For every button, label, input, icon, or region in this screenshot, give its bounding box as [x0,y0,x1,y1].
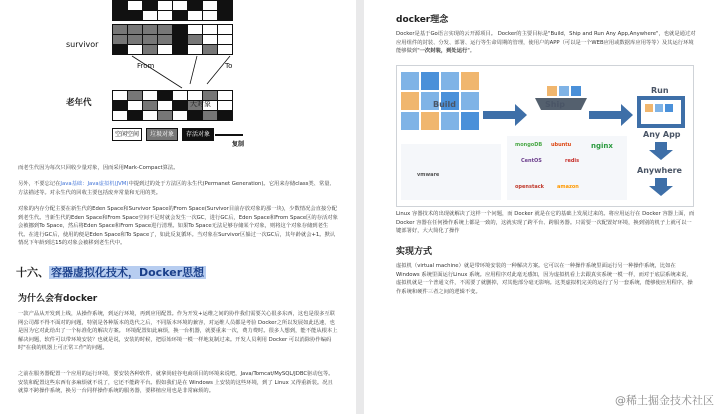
para-docker-intro: Docker是基于Go语言实现的云开源项目。 Docker的主要目标是"Build，Ship and Run Any App,Anywhere"，也就是通过对应用组件的封装、分发、部署、运行等生命周期的管理，使用户的APP（可以是一个WEB应用或数据库应用等等）及其运行环境能够做到"一次封装，到处运行"。 [396,31,696,55]
jvm-link[interactable]: Java基础：Java虚拟机(JVM) [60,181,129,187]
left-page [0,0,356,414]
big-object-label: 大对象 [190,100,211,108]
survivor-grid [112,24,233,55]
right-page [364,0,720,414]
redis-logo: redis [565,158,580,164]
watermark: @稀土掘金技术社区 [615,394,714,407]
to-label: To [225,62,233,70]
legend-garbage: 垃圾对象 [146,128,178,141]
survivor-label: survivor [66,40,99,49]
section-heading-16: 十六、 容器虚拟化技术，Docker思想 [16,266,205,279]
build-label: Build [433,100,457,109]
run-label: Run [651,86,669,95]
copy-arrow [215,134,243,136]
centos-logo: CentOS [521,158,542,164]
anywhere-label: Anywhere [637,166,682,175]
para-mark-compact: 而老生代因为每次只回收少量对象，因而采用Mark-Compact算法。 [18,165,179,171]
ubuntu-logo: ubuntu [551,142,572,148]
section-title-highlight: 容器虚拟化技术，Docker思想 [51,266,205,279]
old-gen-grid [112,90,233,121]
copy-arrows [112,54,252,94]
page-divider [356,0,364,414]
old-gen-label: 老年代 [66,98,92,108]
any-app-label: Any App [643,130,681,139]
vmware-logo: vmware [417,172,440,178]
implementation-heading: 实现方式 [396,247,433,257]
para-allocation: 对象的内存分配主要在新生代的Eden Space和Survivor Space的From Space(Survivor目前存放对象的那一块)，少数情况会直接分配到老生代。当新生代的Eden Space和From Space空间不足时就会发生一次GC，进行GC后，Eden Space和From Space区的存活对象会被挪到To Space，然后将Eden Space和From Space进行清理。如果To Space无法足够存储某个对象，则将这个对象存储到老生代。在进行GC后，使用的便是Eden Space和To Space了，如此反复循环。当对象在Survivor区躲过一次GC后，其年龄就会+1。默认情况下年龄到达15的对象会被移到老生代中。 [18,206,338,247]
legend-free: 空闲空间 [112,128,142,141]
docker-build-ship-run-image [396,65,694,207]
para-permgen: 另外，不要忘记在Java基础：Java虚拟机(JVM)中提到过的处于方法区的永生代(Permanet Generation)。它用来存储class类、常量、方法描述等。对永生代的回收主要包括废弃常量和无用的类。 [18,181,335,196]
mongodb-logo: mongoDB [515,142,543,148]
ship-label: Ship [545,100,565,109]
subsection-why-docker: 为什么会有docker [18,294,98,304]
docker-philosophy-heading: docker理念 [396,15,449,25]
legend-live: 存活对象 [182,128,214,141]
amazon-logo: amazon [557,184,579,190]
nginx-logo: nginx [591,142,613,150]
copy-label: 复制 [232,141,245,148]
para-linux-container: Linux 容器技术的出现就解决了这样一个问题，而 Docker 就是在它的基础上发展过来的。将应用运行在 Docker 容器上面，而 Docker 容器在任何操作系统上都是一致的，这就实现了跨平台、跨服务器。只需要一次配置好环境，换到别的机子上就可以一键部署好，大大简化了操作 [396,211,695,235]
para-environment: 之前在服务器配置一个应用的运行环境，要安装各种软件，就拿尚硅谷电商项目的环境来说吧，Java/Tomcat/MySQL/JDBC驱动包等。安装和配置这些东西有多麻烦就不说了，它还不能跨平台。假如我们是在 Windows 上安装的这些环境，到了 Linux 又得重新装。况且就算不跨操作系统，换另一台同样操作系统的服务器，要移植应用也是非常麻烦的。 [18,371,334,395]
eden-grid [112,0,233,21]
openstack-logo: openstack [515,184,544,190]
from-label: From [137,62,155,70]
slogan-bold: 一次封装，到处运行 [419,48,468,55]
para-why-docker: 一款产品从开发到上线，从操作系统，到运行环境，再到应用配置。作为开发+运维之间的协作我们需要关心很多东西，这也是很多互联网公司都不得不面对的问题，特别是各种版本的迭代之后，不同版本环境的兼容，对运维人员都是考验 Docker之所以发展如此迅速，也是因为它对此给出了一个标准化的解决方案。 环境配置如此麻烦，换一台机器，就要重来一次，费力费时。很多人想到，能不能从根本上解决问题，软件可以带环境安装？也就是说，安装的时候，把原始环境一模一样地复制过来。开发人员利用 Docker 可以消除协作编码时"在我的机器上可正常工作"的问题。 [18,311,338,352]
para-virtual-machine: 虚拟机（virtual machine）就是带环境安装的一种解决方案。它可以在一种操作系统里面运行另一种操作系统，比如在 Windows 系统里面运行Linux 系统。应用程序对此毫无感知，因为虚拟机看上去跟真实系统一模一样，而对于底层系统来说，虚拟机就是一个普通文件，不需要了就删掉，对其他部分毫无影响。这类虚拟机完美的运行了另一套系统，能够使应用程序，操作系统和硬件三者之间的逻辑不变。 [396,263,693,295]
